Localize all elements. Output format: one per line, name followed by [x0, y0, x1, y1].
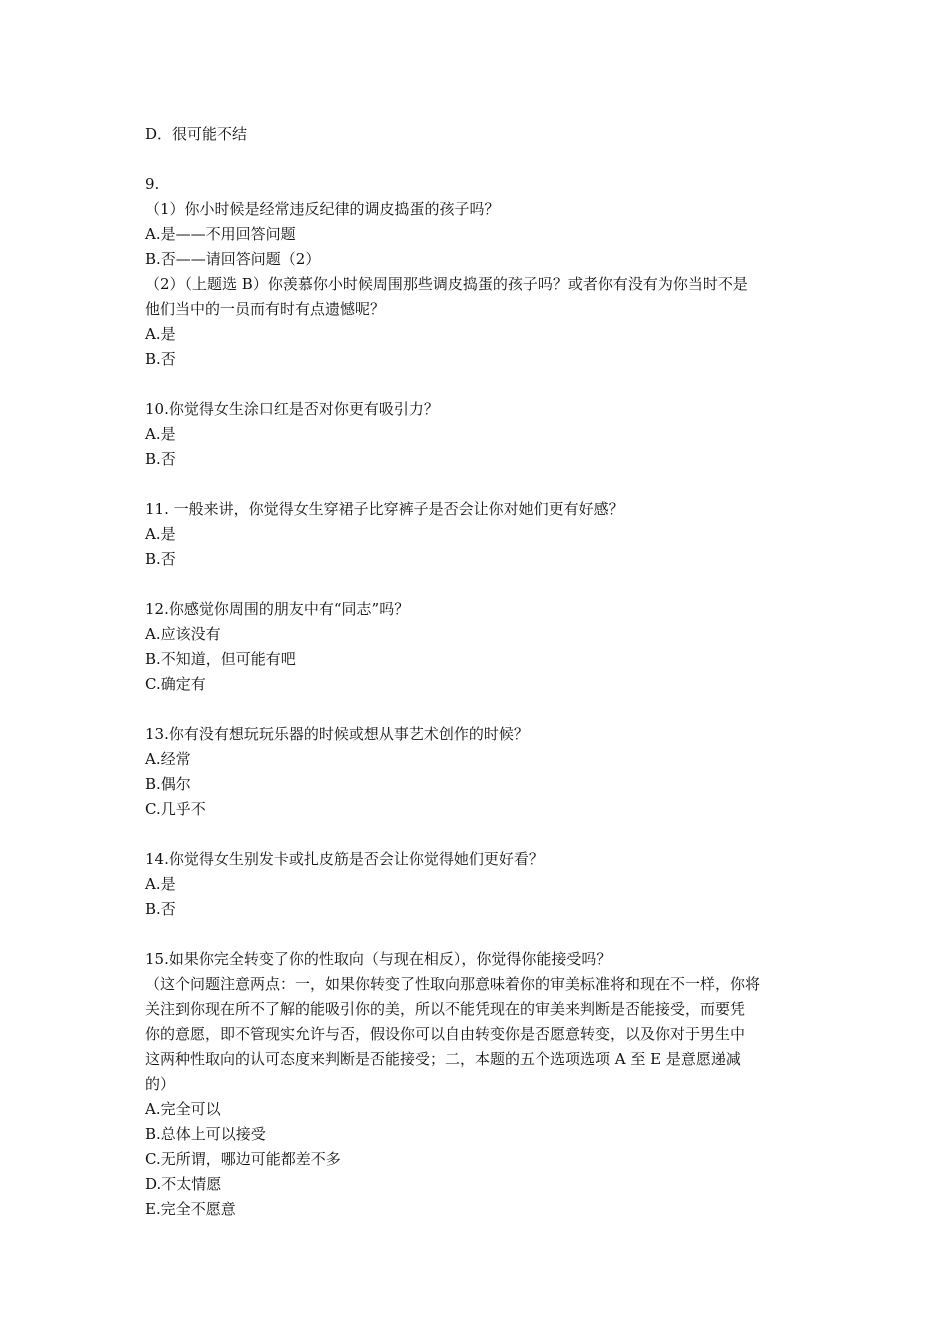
q10-option-b: B.否 — [145, 450, 176, 468]
q8-option-d: D．很可能不结 — [145, 125, 248, 143]
q14-option-a: A.是 — [145, 875, 176, 893]
q9-part2-question-line2: 他们当中的一员而有时有点遗憾呢？ — [145, 300, 386, 318]
q15-note-line2: 关注到你现在所不了解的能吸引你的美，所以不能凭现在的审美来判断是否能接受，而要凭 — [145, 1000, 746, 1018]
q9-option-b: B.否 — [145, 350, 176, 368]
q9-part2-question-line1: （2）（上题选 B）你羡慕你小时候周围那些调皮捣蛋的孩子吗？或者你有没有为你当时不是 — [145, 275, 748, 293]
spacer — [145, 472, 810, 497]
q9-option-a: A.是 — [145, 325, 176, 343]
q15-note-line4: 这两种性取向的认可态度来判断是否能接受；二，本题的五个选项选项 A 至 E 是意愿递减 — [145, 1050, 741, 1068]
q10-question: 10.你觉得女生涂口红是否对你更有吸引力？ — [145, 400, 439, 418]
q9-part1-option-b: B.否——请回答问题（2） — [145, 250, 321, 268]
q15-note-line1: （这个问题注意两点：一，如果你转变了性取向那意味着你的审美标准将和现在不一样，你将 — [145, 975, 761, 993]
spacer — [145, 822, 810, 847]
q10-option-a: A.是 — [145, 425, 176, 443]
q11-option-a: A.是 — [145, 525, 176, 543]
q15-note-line5: 的） — [145, 1075, 176, 1093]
q11-question: 11. 一般来讲，你觉得女生穿裙子比穿裤子是否会让你对她们更有好感？ — [145, 500, 624, 518]
q15-option-d: D.不太情愿 — [145, 1175, 222, 1193]
q13-question: 13.你有没有想玩玩乐器的时候或想从事艺术创作的时候？ — [145, 725, 529, 743]
q12-option-b: B.不知道，但可能有吧 — [145, 650, 296, 668]
spacer — [145, 372, 810, 397]
q15-note-line3: 你的意愿，即不管现实允许与否，假设你可以自由转变你是否愿意转变，以及你对于男生中 — [145, 1025, 746, 1043]
q15-option-c: C.无所谓，哪边可能都差不多 — [145, 1150, 341, 1168]
q14-option-b: B.否 — [145, 900, 176, 918]
q11-option-b: B.否 — [145, 550, 176, 568]
q9-part1-option-a: A.是——不用回答问题 — [145, 225, 296, 243]
q14-question: 14.你觉得女生别发卡或扎皮筋是否会让你觉得她们更好看？ — [145, 850, 544, 868]
spacer — [145, 697, 810, 722]
questionnaire-content — [145, 122, 810, 1222]
q15-option-e: E.完全不愿意 — [145, 1200, 236, 1218]
spacer — [145, 922, 810, 947]
q13-option-b: B.偶尔 — [145, 775, 191, 793]
q13-option-a: A.经常 — [145, 750, 191, 768]
spacer — [145, 572, 810, 597]
q9-part1-question: （1）你小时候是经常违反纪律的调皮捣蛋的孩子吗？ — [145, 200, 500, 218]
q12-option-c: C.确定有 — [145, 675, 206, 693]
q12-option-a: A.应该没有 — [145, 625, 221, 643]
q12-question: 12.你感觉你周围的朋友中有“同志”吗？ — [145, 600, 410, 618]
q15-option-a: A.完全可以 — [145, 1100, 221, 1118]
q15-question: 15.如果你完全转变了你的性取向（与现在相反），你觉得你能接受吗？ — [145, 950, 612, 968]
spacer — [145, 147, 810, 172]
q9-number: 9. — [145, 175, 160, 193]
q13-option-c: C.几乎不 — [145, 800, 206, 818]
q15-option-b: B.总体上可以接受 — [145, 1125, 266, 1143]
